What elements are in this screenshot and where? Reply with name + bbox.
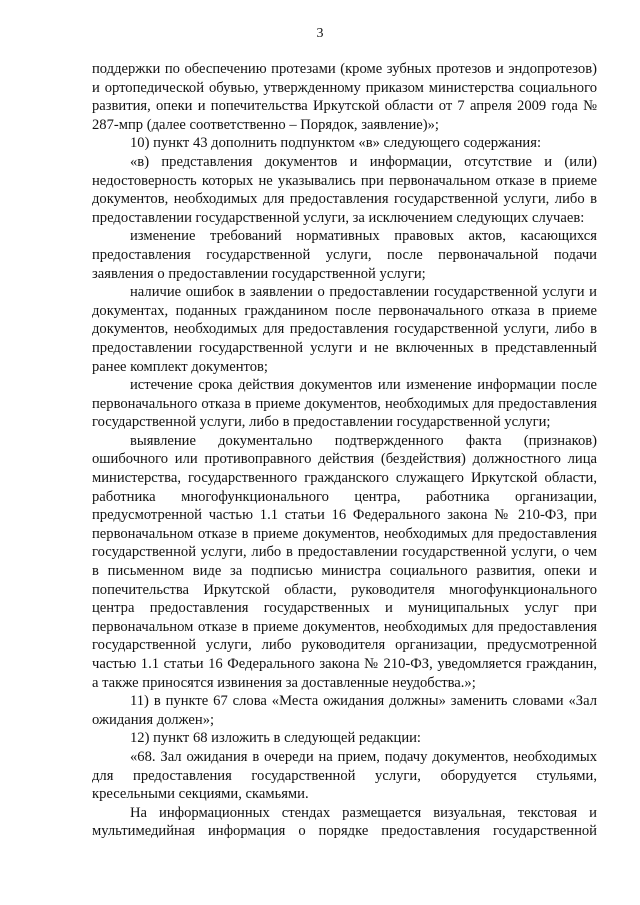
paragraph-item-10: 10) пункт 43 дополнить подпунктом «в» следующего содержания: xyxy=(130,135,542,152)
paragraph-info-stands: На информационных стендах размещается визуальная, текстовая и мультимедийная информация о порядке предоставления государственной xyxy=(92,804,597,840)
paragraph-item-12: 12) пункт 68 изложить в следующей редакции: xyxy=(130,730,421,747)
document-body xyxy=(92,60,597,841)
paragraph-case-errors: наличие ошибок в заявлении о предоставлении государственной услуги и документах, поданных гражданином после первоначального отказа в приеме документов, необходимых для предоставления государственной услуги, либо в предоставлении государственной услуги и не включенных в представленный ранее комплект документов; xyxy=(92,284,597,375)
paragraph-intro: поддержки по обеспечению протезами (кроме зубных протезов и эндопротезов) и ортопедической обувью, утвержденному приказом министерства социального развития, опеки и попечительства Иркутской области от 7 апреля 2009 года № 287-мпр (далее соответственно – Порядок, заявление)»; xyxy=(92,61,597,133)
paragraph-item-11: 11) в пункте 67 слова «Места ожидания должны» заменить словами «Зал ожидания должен»; xyxy=(92,693,597,728)
paragraph-case-expiry: истечение срока действия документов или изменение информации после первоначального отказа в приеме документов, необходимых для предоставления государственной услуги, либо в предоставлении государственной услуги; xyxy=(92,377,597,431)
paragraph-item-68: «68. Зал ожидания в очереди на прием, подачу документов, необходимых для предоставления государственной услуги, оборудуется стульями, кресельными секциями, скамьями. xyxy=(92,748,597,803)
page-number: 3 xyxy=(316,26,324,41)
paragraph-case-violation: выявление документально подтвержденного факта (признаков) ошибочного или противоправного действия (бездействия) должностного лица министерства, государственного гражданского служащего Иркутской области, работника многофункционального центра, работника организации, предусмотренной частью 1.1 статьи 16 Федерального закона № 210-ФЗ, при первоначальном отказе в приеме документов, необходимых для предоставления государственной услуги, либо в предоставлении государственной услуги, о чем в письменном виде за подписью министра социального развития, опеки и попечительства Иркутской области, руководителя многофункционального центра предоставления государственных и муниципальных услуг при первоначальном отказе в приеме документов, необходимых для предоставления государственной услуги, либо руководителя организации, предусмотренной частью 1.1 статьи 16 Федерального закона № 210-ФЗ, уведомляется гражданин, а также приносятся извинения за доставленные неудобства.»; xyxy=(92,432,597,691)
paragraph-case-requirements: изменение требований нормативных правовых актов, касающихся предоставления государственной услуги, после первоначальной подачи заявления о предоставлении государственной услуги; xyxy=(92,228,597,282)
paragraph-subitem-v: «в) представления документов и информации, отсутствие и (или) недостоверность которых не указывались при первоначальном отказе в приеме документов, необходимых для предоставления государственной услуги, либо в предоставлении государственной услуги, за исключением следующих случаев: xyxy=(92,153,597,226)
